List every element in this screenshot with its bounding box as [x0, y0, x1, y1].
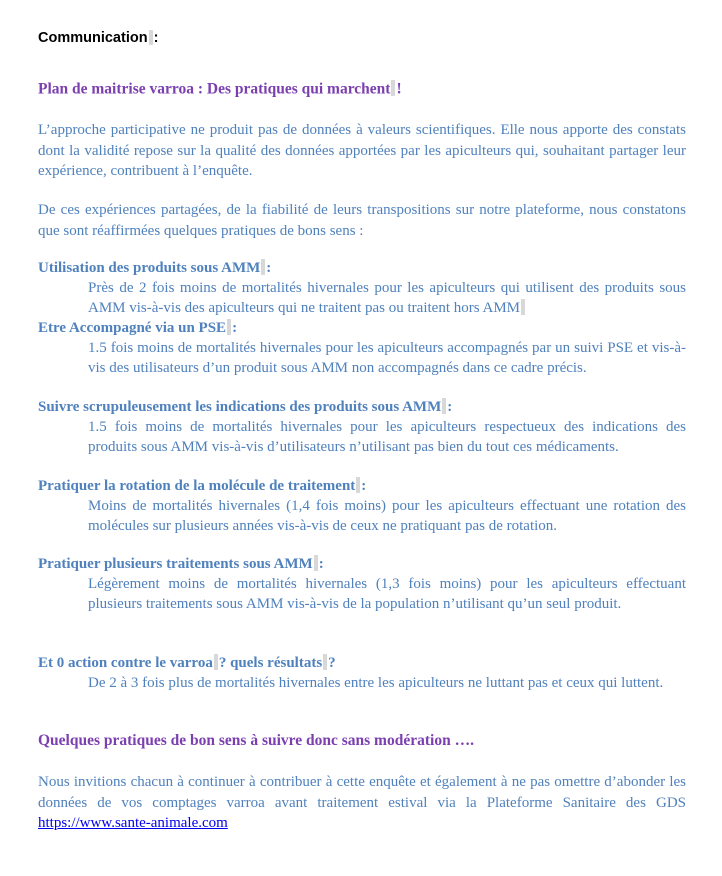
title-suffix: !: [396, 80, 402, 98]
practice-body-rotation: Moins de mortalités hivernales (1,4 fois moins) pour les apiculteurs effectuant une rotation des molécules sur plusieurs années vis-à-vis de ceux ne pratiquant pas de rotation.: [88, 498, 686, 534]
heading-text: Etre Accompagné via un PSE: [38, 320, 227, 336]
practice-body-indications: 1.5 fois moins de mortalités hivernales pour les apiculteurs respectueux des indications des produits sous AMM vis-à-vis d’utilisateurs n’utilisant pas bien du tout ces médicaments.: [88, 419, 686, 455]
outro-text: Nous invitions chacun à continuer à contribuer à cette enquête et également à ne pas omettre d’abonder les données de vos comptages varroa avant traitement estival via la Plateforme Sanitaire des GDS: [38, 774, 686, 811]
intro-paragraph-1: L’approche participative ne produit pas de données à valeurs scientifiques. Elle nous apporte des constats dont la validité repose sur la qualité des données apportées par les apiculteurs qui, souhaitant partager leur expérience, contribuent à l’enquête.: [38, 122, 686, 179]
heading-text: Suivre scrupuleusement les indications des produits sous AMM: [38, 399, 442, 415]
heading-colon: :: [447, 399, 453, 415]
heading-text: Utilisation des produits sous AMM: [38, 260, 261, 276]
heading-text: Pratiquer la rotation de la molécule de traitement: [38, 478, 356, 494]
section-header: [38, 30, 158, 46]
practice-heading-multiple-treatments: [38, 554, 324, 574]
title-text: Plan de maitrise varroa : Des pratiques qui marchent: [38, 80, 391, 98]
text-gap-marker: [521, 299, 525, 315]
heading-text: Pratiquer plusieurs traitements sous AMM: [38, 556, 313, 572]
document-title: [38, 80, 402, 98]
practice-heading-indications: [38, 397, 452, 417]
text-gap-marker: [149, 30, 153, 45]
outro-paragraph: [38, 772, 686, 834]
heading-question-mark: ?: [328, 655, 336, 671]
heading-colon: :: [361, 478, 367, 494]
practice-body-pse: 1.5 fois moins de mortalités hivernales pour les apiculteurs accompagnés par un suivi PSE et vis-à-vis des utilisateurs d’un produit sous AMM non accompagnés dans ce cadre précis.: [88, 340, 686, 376]
practice-heading-rotation: [38, 476, 366, 496]
text-gap-marker: [323, 654, 327, 670]
text-gap-marker: [314, 555, 318, 571]
practice-body-amm-products: [88, 278, 686, 318]
heading-colon: :: [318, 556, 324, 572]
plateforme-link[interactable]: https://www.sante-animale.com: [38, 815, 228, 831]
body-text: Près de 2 fois moins de mortalités hivernales pour les apiculteurs qui utilisent des produits sous AMM vis-à-vis des apiculteurs qui ne traitent pas ou traitent hors AMM: [88, 280, 686, 316]
heading-text: Et 0 action contre le varroa: [38, 655, 213, 671]
text-gap-marker: [261, 259, 265, 275]
header-label: Communication: [38, 30, 148, 47]
text-gap-marker: [442, 398, 446, 414]
practice-heading-pse: [38, 318, 237, 338]
header-colon: :: [153, 30, 159, 47]
practice-heading-no-action: [38, 653, 336, 673]
practice-body-multiple-treatments: Légèrement moins de mortalités hivernales (1,3 fois moins) pour les apiculteurs effectuant plusieurs traitements sous AMM vis-à-vis de la population n’utilisant qu’un seul produit.: [88, 576, 686, 612]
heading-colon: :: [232, 320, 238, 336]
heading-colon: :: [266, 260, 272, 276]
text-gap-marker: [356, 477, 360, 493]
heading-question: ? quels résultats: [218, 655, 323, 671]
closing-heading: Quelques pratiques de bon sens à suivre donc sans modération ….: [38, 732, 474, 749]
text-gap-marker: [214, 654, 218, 670]
text-gap-marker: [391, 80, 395, 96]
practice-heading-amm-products: [38, 258, 271, 278]
intro-paragraph-2: De ces expériences partagées, de la fiabilité de leurs transpositions sur notre plateforme, nous constatons que sont réaffirmées quelques pratiques de bons sens :: [38, 202, 686, 239]
text-gap-marker: [227, 319, 231, 335]
practice-body-no-action: De 2 à 3 fois plus de mortalités hivernales entre les apiculteurs ne luttant pas et ceux qui luttent.: [88, 675, 664, 691]
